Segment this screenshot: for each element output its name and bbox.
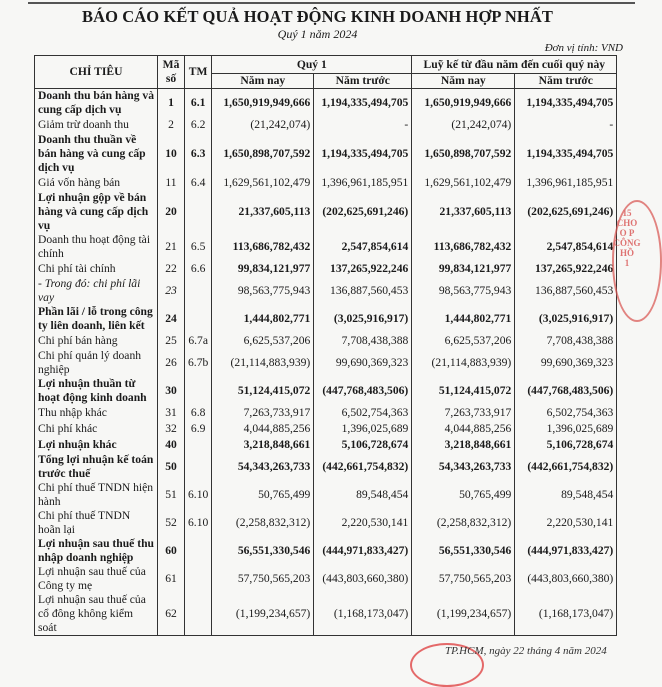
row-code: 24 xyxy=(158,305,185,333)
ytd-current-value: 7,263,733,917 xyxy=(412,405,515,421)
row-note xyxy=(185,437,212,453)
table-body xyxy=(35,89,617,636)
ytd-previous-value: 137,265,922,246 xyxy=(515,261,617,277)
table-row xyxy=(35,89,617,118)
ytd-previous-value: 6,502,754,363 xyxy=(515,405,617,421)
header-ma-so: Mã số xyxy=(158,56,185,89)
row-note: 6.10 xyxy=(185,481,212,509)
ytd-previous-value: 7,708,438,388 xyxy=(515,333,617,349)
row-code: 20 xyxy=(158,191,185,233)
ytd-current-value: 1,650,919,949,666 xyxy=(412,89,515,118)
ytd-current-value: 1,444,802,771 xyxy=(412,305,515,333)
table-row xyxy=(35,481,617,509)
row-note: 6.10 xyxy=(185,509,212,537)
ytd-current-value: (1,199,234,657) xyxy=(412,593,515,636)
ytd-current-value: 50,765,499 xyxy=(412,481,515,509)
table-row xyxy=(35,175,617,191)
row-label: Chi phí bán hàng xyxy=(35,333,158,349)
row-code: 40 xyxy=(158,437,185,453)
ytd-current-value: (21,114,883,939) xyxy=(412,349,515,377)
table-row xyxy=(35,537,617,565)
row-note: 6.4 xyxy=(185,175,212,191)
row-label: Doanh thu hoạt động tài chính xyxy=(35,233,158,261)
quarter-previous-value: (442,661,754,832) xyxy=(314,453,412,481)
quarter-previous-value: 2,547,854,614 xyxy=(314,233,412,261)
table-row xyxy=(35,405,617,421)
table-row xyxy=(35,453,617,481)
table-row xyxy=(35,437,617,453)
ytd-previous-value: - xyxy=(515,117,617,133)
row-code: 21 xyxy=(158,233,185,261)
quarter-previous-value: 99,690,369,323 xyxy=(314,349,412,377)
row-label: Giá vốn hàng bán xyxy=(35,175,158,191)
quarter-previous-value: 136,887,560,453 xyxy=(314,277,412,305)
header-luy-ke: Luỹ kế từ đầu năm đến cuối quý này xyxy=(412,56,617,74)
table-row xyxy=(35,133,617,175)
header-y-nam-nay: Năm nay xyxy=(412,74,515,89)
ytd-current-value: 98,563,775,943 xyxy=(412,277,515,305)
ytd-previous-value: 2,220,530,141 xyxy=(515,509,617,537)
ytd-current-value: 4,044,885,256 xyxy=(412,421,515,437)
header-chi-tieu: CHỈ TIÊU xyxy=(35,56,158,89)
header-y-nam-truoc: Năm trước xyxy=(515,74,617,89)
quarter-current-value: 1,650,898,707,592 xyxy=(212,133,314,175)
row-note: 6.8 xyxy=(185,405,212,421)
quarter-current-value: 4,044,885,256 xyxy=(212,421,314,437)
row-note xyxy=(185,593,212,636)
ytd-current-value: 54,343,263,733 xyxy=(412,453,515,481)
row-label: Giảm trừ doanh thu xyxy=(35,117,158,133)
quarter-previous-value: (202,625,691,246) xyxy=(314,191,412,233)
ytd-previous-value: 1,396,961,185,951 xyxy=(515,175,617,191)
ytd-current-value: (2,258,832,312) xyxy=(412,509,515,537)
table-row xyxy=(35,233,617,261)
row-code: 26 xyxy=(158,349,185,377)
ytd-previous-value: 99,690,369,323 xyxy=(515,349,617,377)
quarter-current-value: 1,444,802,771 xyxy=(212,305,314,333)
row-label: Lợi nhuận sau thuế thu nhập doanh nghiệp xyxy=(35,537,158,565)
ytd-previous-value: 136,887,560,453 xyxy=(515,277,617,305)
ytd-previous-value: 1,396,025,689 xyxy=(515,421,617,437)
quarter-previous-value: 7,708,438,388 xyxy=(314,333,412,349)
row-label: Doanh thu thuần về bán hàng và cung cấp dịch vụ xyxy=(35,133,158,175)
row-note: 6.7b xyxy=(185,349,212,377)
quarter-previous-value: (1,168,173,047) xyxy=(314,593,412,636)
table-row xyxy=(35,565,617,593)
row-code: 62 xyxy=(158,593,185,636)
quarter-current-value: 56,551,330,546 xyxy=(212,537,314,565)
table-row xyxy=(35,277,617,305)
quarter-current-value: 1,629,561,102,479 xyxy=(212,175,314,191)
row-code: 25 xyxy=(158,333,185,349)
ytd-previous-value: 1,194,335,494,705 xyxy=(515,89,617,118)
table-row xyxy=(35,349,617,377)
ytd-previous-value: (3,025,916,917) xyxy=(515,305,617,333)
quarter-previous-value: 137,265,922,246 xyxy=(314,261,412,277)
ytd-current-value: 99,834,121,977 xyxy=(412,261,515,277)
header-q-nam-nay: Năm nay xyxy=(212,74,314,89)
quarter-current-value: 6,625,537,206 xyxy=(212,333,314,349)
table-row xyxy=(35,377,617,405)
quarter-current-value: (1,199,234,657) xyxy=(212,593,314,636)
row-code: 23 xyxy=(158,277,185,305)
ytd-previous-value: 89,548,454 xyxy=(515,481,617,509)
ytd-current-value: 6,625,537,206 xyxy=(412,333,515,349)
table-row xyxy=(35,421,617,437)
ytd-current-value: 51,124,415,072 xyxy=(412,377,515,405)
row-label: Thu nhập khác xyxy=(35,405,158,421)
row-code: 52 xyxy=(158,509,185,537)
row-label: Phần lãi / lỗ trong công ty liên doanh, liên kết xyxy=(35,305,158,333)
row-code: 22 xyxy=(158,261,185,277)
ytd-previous-value: (1,168,173,047) xyxy=(515,593,617,636)
table-row xyxy=(35,191,617,233)
quarter-current-value: (2,258,832,312) xyxy=(212,509,314,537)
quarter-previous-value: 1,396,961,185,951 xyxy=(314,175,412,191)
row-label: Chi phí thuế TNDN hoãn lại xyxy=(35,509,158,537)
row-note xyxy=(185,565,212,593)
row-code: 51 xyxy=(158,481,185,509)
quarter-current-value: 98,563,775,943 xyxy=(212,277,314,305)
quarter-current-value: 57,750,565,203 xyxy=(212,565,314,593)
ytd-current-value: 56,551,330,546 xyxy=(412,537,515,565)
ytd-current-value: 21,337,605,113 xyxy=(412,191,515,233)
row-label: Doanh thu bán hàng và cung cấp dịch vụ xyxy=(35,89,158,118)
row-note xyxy=(185,453,212,481)
row-note: 6.3 xyxy=(185,133,212,175)
quarter-current-value: 3,218,848,661 xyxy=(212,437,314,453)
ytd-previous-value: (447,768,483,506) xyxy=(515,377,617,405)
top-rule xyxy=(28,2,635,4)
row-code: 50 xyxy=(158,453,185,481)
row-label: Chi phí quản lý doanh nghiệp xyxy=(35,349,158,377)
header-quy: Quý 1 xyxy=(212,56,412,74)
row-note: 6.6 xyxy=(185,261,212,277)
quarter-current-value: 99,834,121,977 xyxy=(212,261,314,277)
row-note xyxy=(185,377,212,405)
quarter-previous-value: 1,194,335,494,705 xyxy=(314,89,412,118)
row-note: 6.5 xyxy=(185,233,212,261)
report-title: BÁO CÁO KẾT QUẢ HOẠT ĐỘNG KINH DOANH HỢP NHẤT xyxy=(82,7,553,26)
ytd-previous-value: (442,661,754,832) xyxy=(515,453,617,481)
quarter-current-value: (21,242,074) xyxy=(212,117,314,133)
quarter-previous-value: 1,396,025,689 xyxy=(314,421,412,437)
quarter-current-value: 54,343,263,733 xyxy=(212,453,314,481)
ytd-current-value: (21,242,074) xyxy=(412,117,515,133)
quarter-current-value: 7,263,733,917 xyxy=(212,405,314,421)
row-label: Chi phí khác xyxy=(35,421,158,437)
quarter-current-value: 21,337,605,113 xyxy=(212,191,314,233)
report-date-footer: TP.HCM, ngày 22 tháng 4 năm 2024 xyxy=(445,645,607,657)
row-note: 6.2 xyxy=(185,117,212,133)
row-note: 6.9 xyxy=(185,421,212,437)
quarter-previous-value: (443,803,660,380) xyxy=(314,565,412,593)
income-statement-table xyxy=(34,55,617,636)
ytd-previous-value: (202,625,691,246) xyxy=(515,191,617,233)
quarter-current-value: 1,650,919,949,666 xyxy=(212,89,314,118)
quarter-previous-value: (444,971,833,427) xyxy=(314,537,412,565)
table-row xyxy=(35,117,617,133)
ytd-previous-value: (444,971,833,427) xyxy=(515,537,617,565)
ytd-previous-value: (443,803,660,380) xyxy=(515,565,617,593)
ytd-current-value: 113,686,782,432 xyxy=(412,233,515,261)
row-code: 11 xyxy=(158,175,185,191)
header-tm: TM xyxy=(185,56,212,89)
row-label: Lợi nhuận sau thuế của cổ đông không kiểm soát xyxy=(35,593,158,636)
row-code: 30 xyxy=(158,377,185,405)
quarter-previous-value: (447,768,483,506) xyxy=(314,377,412,405)
quarter-current-value: 113,686,782,432 xyxy=(212,233,314,261)
row-code: 61 xyxy=(158,565,185,593)
quarter-previous-value: 2,220,530,141 xyxy=(314,509,412,537)
row-code: 1 xyxy=(158,89,185,118)
row-code: 10 xyxy=(158,133,185,175)
quarter-previous-value: 89,548,454 xyxy=(314,481,412,509)
row-label: Tổng lợi nhuận kế toán trước thuế xyxy=(35,453,158,481)
quarter-current-value: (21,114,883,939) xyxy=(212,349,314,377)
quarter-previous-value: 5,106,728,674 xyxy=(314,437,412,453)
table-row xyxy=(35,593,617,636)
quarter-current-value: 51,124,415,072 xyxy=(212,377,314,405)
quarter-previous-value: 6,502,754,363 xyxy=(314,405,412,421)
table-row xyxy=(35,333,617,349)
header-q-nam-truoc: Năm trước xyxy=(314,74,412,89)
ytd-previous-value: 5,106,728,674 xyxy=(515,437,617,453)
row-note xyxy=(185,191,212,233)
ytd-current-value: 1,629,561,102,479 xyxy=(412,175,515,191)
row-note: 6.7a xyxy=(185,333,212,349)
row-note xyxy=(185,277,212,305)
quarter-current-value: 50,765,499 xyxy=(212,481,314,509)
row-code: 60 xyxy=(158,537,185,565)
report-period: Quý 1 năm 2024 xyxy=(277,27,358,41)
row-label: Lợi nhuận gộp về bán hàng và cung cấp dịch vụ xyxy=(35,191,158,233)
ytd-current-value: 57,750,565,203 xyxy=(412,565,515,593)
company-seal-stamp: 15 CHO O P CÔNG HỒ 1 xyxy=(612,200,662,322)
quarter-previous-value: - xyxy=(314,117,412,133)
row-label: - Trong đó: chi phí lãi vay xyxy=(35,277,158,305)
ytd-current-value: 1,650,898,707,592 xyxy=(412,133,515,175)
ytd-current-value: 3,218,848,661 xyxy=(412,437,515,453)
row-label: Lợi nhuận khác xyxy=(35,437,158,453)
row-code: 2 xyxy=(158,117,185,133)
quarter-previous-value: (3,025,916,917) xyxy=(314,305,412,333)
row-label: Lợi nhuận thuần từ hoạt động kinh doanh xyxy=(35,377,158,405)
row-note xyxy=(185,305,212,333)
quarter-previous-value: 1,194,335,494,705 xyxy=(314,133,412,175)
row-label: Lợi nhuận sau thuế của Công ty mẹ xyxy=(35,565,158,593)
row-label: Chi phí thuế TNDN hiện hành xyxy=(35,481,158,509)
currency-unit: Đơn vị tính: VND xyxy=(544,42,623,54)
row-note: 6.1 xyxy=(185,89,212,118)
row-code: 31 xyxy=(158,405,185,421)
ytd-previous-value: 2,547,854,614 xyxy=(515,233,617,261)
row-code: 32 xyxy=(158,421,185,437)
ytd-previous-value: 1,194,335,494,705 xyxy=(515,133,617,175)
table-row xyxy=(35,305,617,333)
row-label: Chi phí tài chính xyxy=(35,261,158,277)
row-note xyxy=(185,537,212,565)
table-row xyxy=(35,509,617,537)
table-row xyxy=(35,261,617,277)
